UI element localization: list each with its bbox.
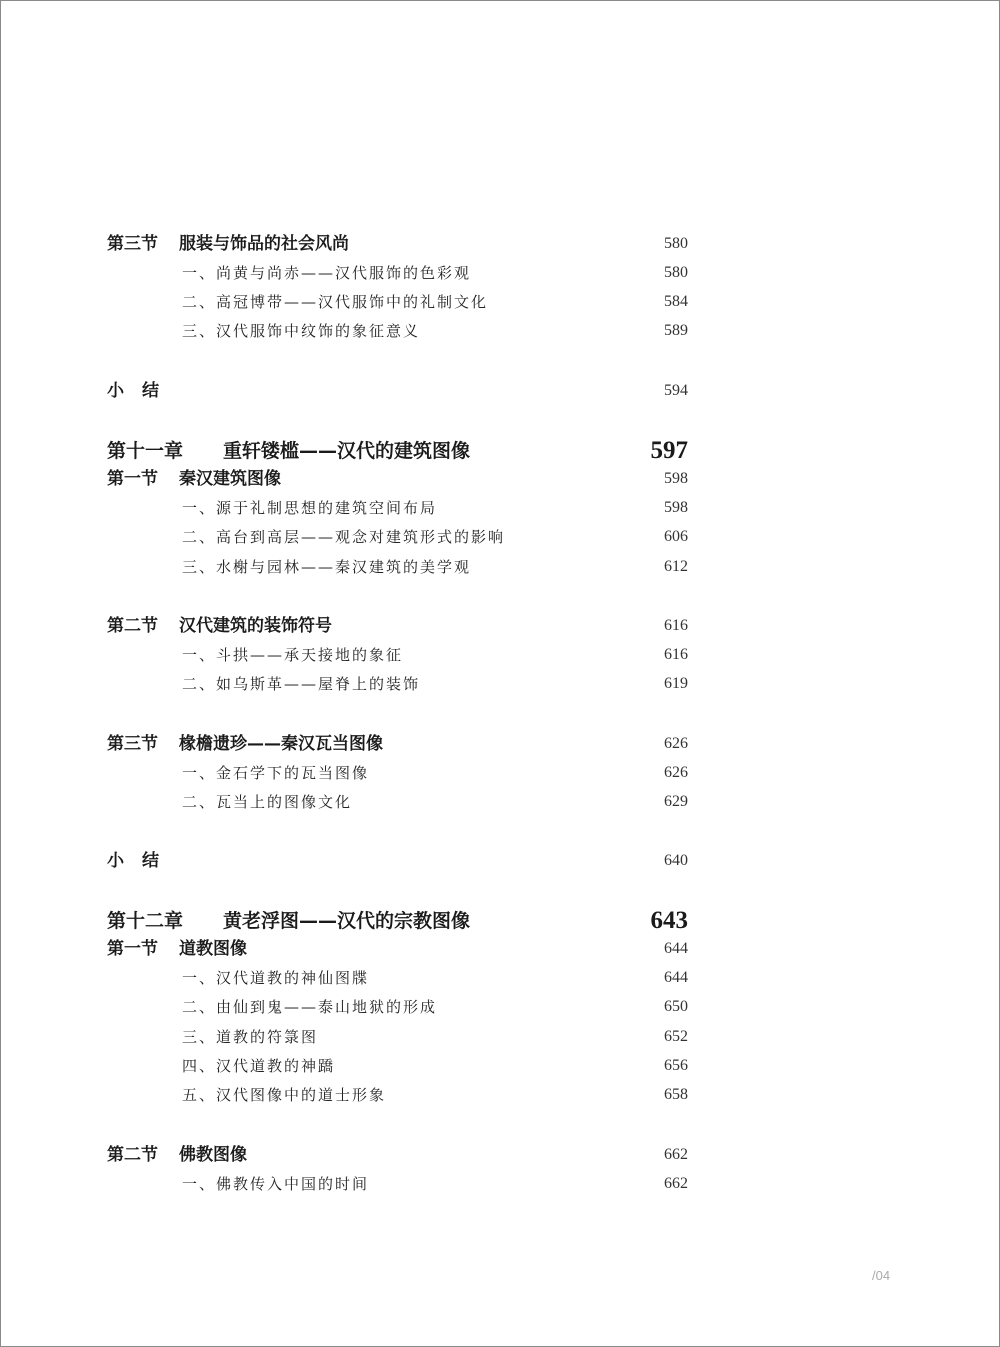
toc-subsection-title: 一、汉代道教的神仙图牒 — [182, 969, 370, 987]
toc-section-number: 第二节 — [107, 616, 158, 636]
toc-page-number: 629 — [664, 793, 688, 810]
toc-section-row[interactable] — [0, 730, 1000, 758]
toc-subsection-row[interactable] — [0, 523, 1000, 551]
toc-summary-title: 小结 — [107, 381, 177, 401]
toc-section-label — [107, 465, 281, 493]
toc-page-number: 656 — [664, 1057, 688, 1074]
toc-page-number: 640 — [664, 852, 688, 869]
toc-summary-row[interactable] — [0, 377, 1000, 405]
toc-section-title: 服装与饰品的社会风尚 — [179, 234, 349, 254]
toc-section-row[interactable] — [0, 465, 1000, 493]
toc-summary-title: 小结 — [107, 851, 177, 871]
toc-page-number: 580 — [664, 264, 688, 281]
toc-section-label — [107, 1141, 247, 1169]
toc-subsection-title: 一、斗拱——承天接地的象征 — [182, 646, 404, 664]
toc-subsection-title: 四、汉代道教的神蹻 — [182, 1057, 336, 1075]
toc-chapter-row[interactable] — [0, 435, 1000, 467]
toc-page-number: 598 — [664, 499, 688, 516]
toc-page-number: 616 — [664, 646, 688, 663]
toc-section-row[interactable] — [0, 230, 1000, 258]
toc-page-number: 580 — [664, 235, 688, 252]
toc-chapter-page-number: 643 — [650, 907, 688, 934]
toc-subsection-row[interactable] — [0, 494, 1000, 522]
toc-section-title: 秦汉建筑图像 — [179, 469, 281, 489]
toc-page-number: 616 — [664, 617, 688, 634]
toc-page-number: 652 — [664, 1028, 688, 1045]
toc-subsection-title: 五、汉代图像中的道士形象 — [182, 1086, 387, 1104]
toc-section-label — [107, 730, 383, 758]
toc-page-number: 644 — [664, 940, 688, 957]
toc-subsection-title: 三、汉代服饰中纹饰的象征意义 — [182, 322, 421, 340]
toc-subsection-row[interactable] — [0, 1052, 1000, 1080]
toc-page-number: 589 — [664, 322, 688, 339]
toc-page-number: 658 — [664, 1086, 688, 1103]
toc-subsection-row[interactable] — [0, 670, 1000, 698]
toc-page-number: 612 — [664, 558, 688, 575]
page-folio: /04 — [872, 1268, 891, 1283]
toc-subsection-title: 三、道教的符箓图 — [182, 1028, 319, 1046]
toc-subsection-row[interactable] — [0, 317, 1000, 345]
toc-subsection-row[interactable] — [0, 964, 1000, 992]
toc-page-number: 606 — [664, 528, 688, 545]
toc-page-number: 626 — [664, 735, 688, 752]
toc-chapter-title: 重轩镂槛——汉代的建筑图像 — [223, 440, 471, 462]
toc-subsection-title: 二、高台到高层——观念对建筑形式的影响 — [182, 528, 506, 546]
toc-subsection-row[interactable] — [0, 993, 1000, 1021]
toc-subsection-row[interactable] — [0, 788, 1000, 816]
toc-subsection-title: 一、金石学下的瓦当图像 — [182, 764, 370, 782]
toc-page-number: 619 — [664, 675, 688, 692]
toc-page-number: 644 — [664, 969, 688, 986]
toc-page-number: 594 — [664, 382, 688, 399]
toc-section-row[interactable] — [0, 935, 1000, 963]
toc-page-number: 598 — [664, 470, 688, 487]
toc-page-number: 662 — [664, 1146, 688, 1163]
toc-section-number: 第三节 — [107, 234, 158, 254]
toc-chapter-title: 黄老浮图——汉代的宗教图像 — [223, 910, 471, 932]
toc-section-number: 第二节 — [107, 1145, 158, 1165]
toc-subsection-row[interactable] — [0, 1081, 1000, 1109]
toc-subsection-title: 二、高冠博带——汉代服饰中的礼制文化 — [182, 293, 489, 311]
toc-chapter-row[interactable] — [0, 905, 1000, 937]
toc-summary-row[interactable] — [0, 847, 1000, 875]
toc-section-number: 第三节 — [107, 734, 158, 754]
toc-subsection-row[interactable] — [0, 1170, 1000, 1198]
toc-subsection-title: 二、瓦当上的图像文化 — [182, 793, 353, 811]
toc-subsection-row[interactable] — [0, 759, 1000, 787]
toc-page-number: 584 — [664, 293, 688, 310]
toc-subsection-row[interactable] — [0, 1023, 1000, 1051]
toc-subsection-row[interactable] — [0, 641, 1000, 669]
toc-page-number: 650 — [664, 998, 688, 1015]
toc-section-row[interactable] — [0, 612, 1000, 640]
toc-subsection-title: 一、尚黄与尚赤——汉代服饰的色彩观 — [182, 264, 472, 282]
toc-page-number: 626 — [664, 764, 688, 781]
toc-subsection-title: 三、水榭与园林——秦汉建筑的美学观 — [182, 558, 472, 576]
toc-subsection-row[interactable] — [0, 259, 1000, 287]
toc-chapter-page-number: 597 — [650, 437, 688, 464]
toc-chapter-number: 第十一章 — [107, 440, 184, 462]
toc-chapter-label — [107, 435, 470, 467]
toc-subsection-title: 一、佛教传入中国的时间 — [182, 1175, 370, 1193]
toc-section-title: 道教图像 — [179, 939, 247, 959]
toc-section-row[interactable] — [0, 1141, 1000, 1169]
toc-section-title: 佛教图像 — [179, 1145, 247, 1165]
toc-section-title: 椽檐遗珍——秦汉瓦当图像 — [179, 734, 383, 754]
toc-section-number: 第一节 — [107, 469, 158, 489]
toc-subsection-row[interactable] — [0, 553, 1000, 581]
toc-section-label — [107, 612, 332, 640]
toc-chapter-label — [107, 905, 470, 937]
toc-page-number: 662 — [664, 1175, 688, 1192]
toc-subsection-title: 一、源于礼制思想的建筑空间布局 — [182, 499, 438, 517]
toc-subsection-title: 二、由仙到鬼——泰山地狱的形成 — [182, 998, 438, 1016]
toc-section-number: 第一节 — [107, 939, 158, 959]
toc-section-label — [107, 935, 247, 963]
toc-section-title: 汉代建筑的装饰符号 — [179, 616, 332, 636]
toc-chapter-number: 第十二章 — [107, 910, 184, 932]
toc-subsection-row[interactable] — [0, 288, 1000, 316]
toc-subsection-title: 二、如乌斯革——屋脊上的装饰 — [182, 675, 421, 693]
toc-section-label — [107, 230, 349, 258]
